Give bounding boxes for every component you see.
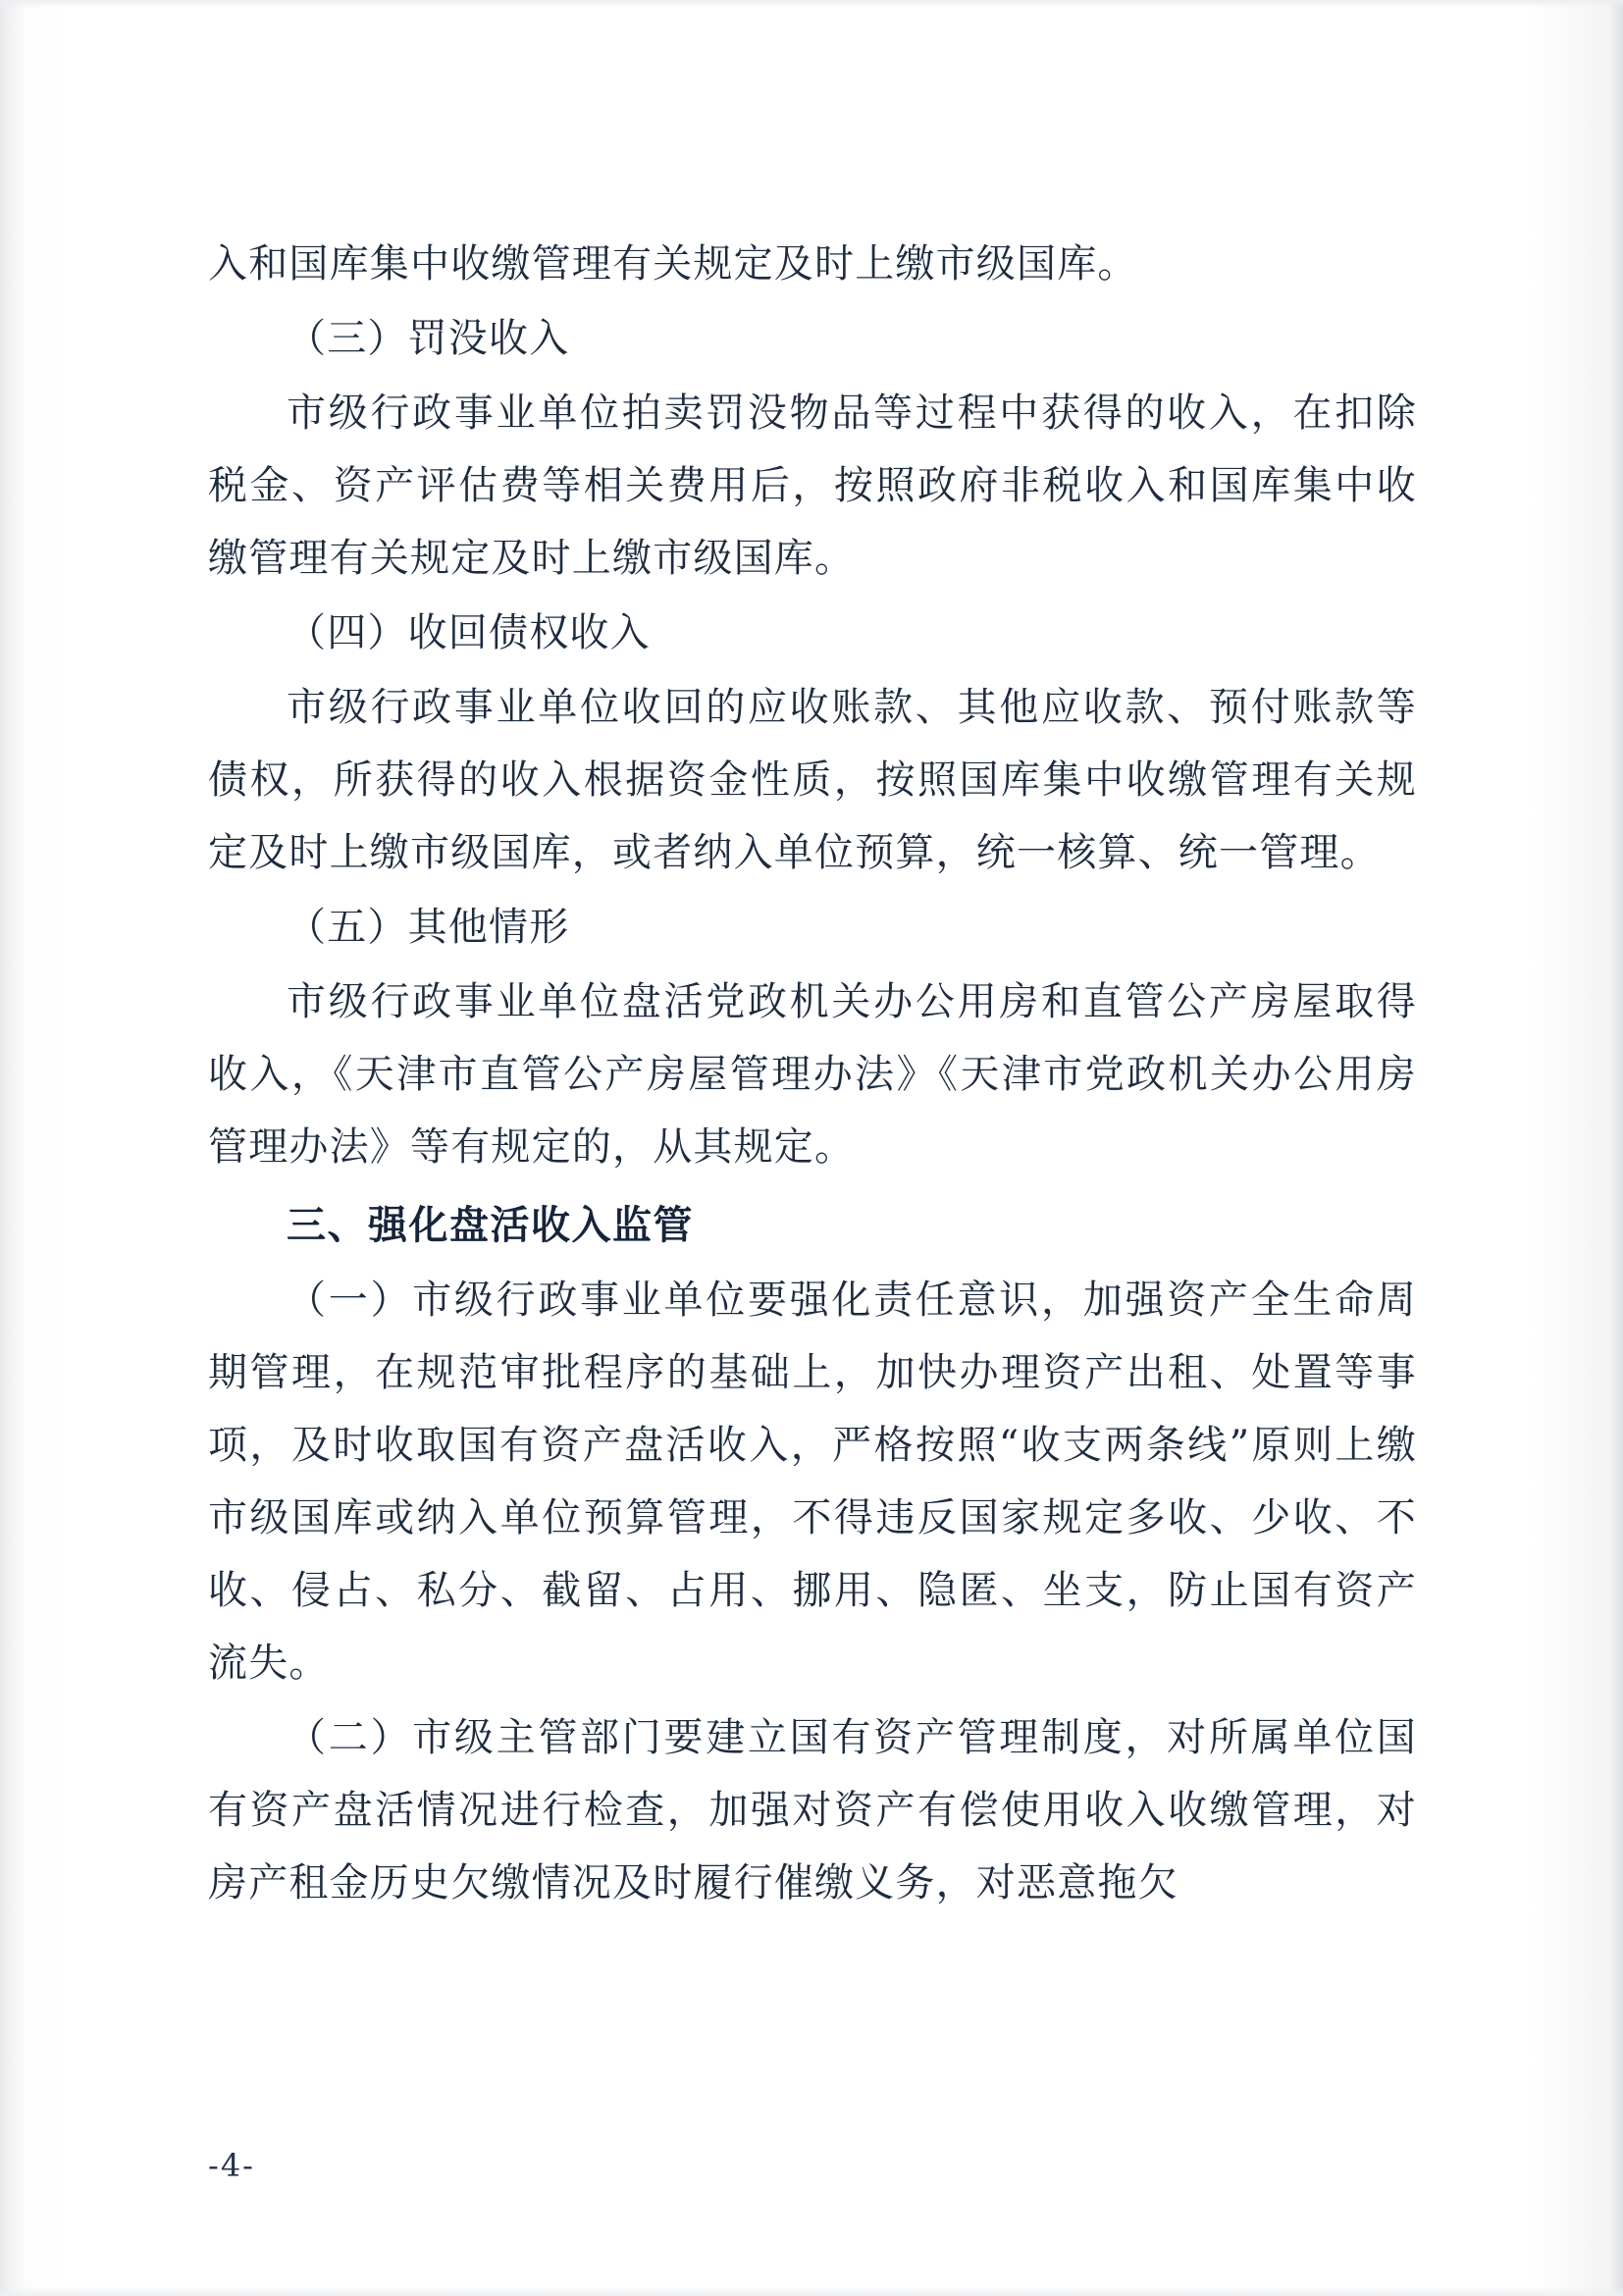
paragraph-supervision-two: （二）市级主管部门要建立国有资产管理制度，对所属单位国有资产盘活情况进行检查，加强对资产有偿使用收入收缴管理，对房产租金历史欠缴情况及时履行催缴义务，对恶意拖欠 bbox=[208, 1715, 1417, 1905]
paragraph-penalty-income: 市级行政事业单位拍卖罚没物品等过程中获得的收入，在扣除税金、资产评估费等相关费用后，按照政府非税收入和国库集中收缴管理有关规定及时上缴市级国库。 bbox=[208, 391, 1417, 581]
page-number: -4- bbox=[208, 2147, 255, 2184]
paragraph-other-situations: 市级行政事业单位盘活党政机关办公用房和直管公产房屋取得收入，《天津市直管公产房屋管理办法》《天津市党政机关办公用房管理办法》等有规定的，从其规定。 bbox=[208, 979, 1417, 1170]
document-body bbox=[208, 228, 1417, 1921]
section-subheading-three: （三）罚没收入 bbox=[287, 316, 570, 361]
paragraph-supervision-one: （一）市级行政事业单位要强化责任意识，加强资产全生命周期管理，在规范审批程序的基础上，加快办理资产出租、处置等事项，及时收取国有资产盘活收入，严格按照“收支两条线”原则上缴市级国库或纳入单位预算管理，不得违反国家规定多收、少收、不收、侵占、私分、截留、占用、挪用、隐匿、坐支，防止国有资产流失。 bbox=[208, 1278, 1417, 1686]
page-footer bbox=[208, 2147, 1417, 2184]
paragraph-debt-recovery-income: 市级行政事业单位收回的应收账款、其他应收款、预付账款等债权，所获得的收入根据资金性质，按照国库集中收缴管理有关规定及时上缴市级国库，或者纳入单位预算，统一核算、统一管理。 bbox=[208, 685, 1417, 875]
section-subheading-five: （五）其他情形 bbox=[287, 905, 570, 950]
section-subheading-four: （四）收回债权收入 bbox=[287, 610, 651, 655]
paragraph-continued: 入和国库集中收缴管理有关规定及时上缴市级国库。 bbox=[208, 241, 1138, 287]
section-heading-three: 三、强化盘活收入监管 bbox=[287, 1203, 694, 1248]
